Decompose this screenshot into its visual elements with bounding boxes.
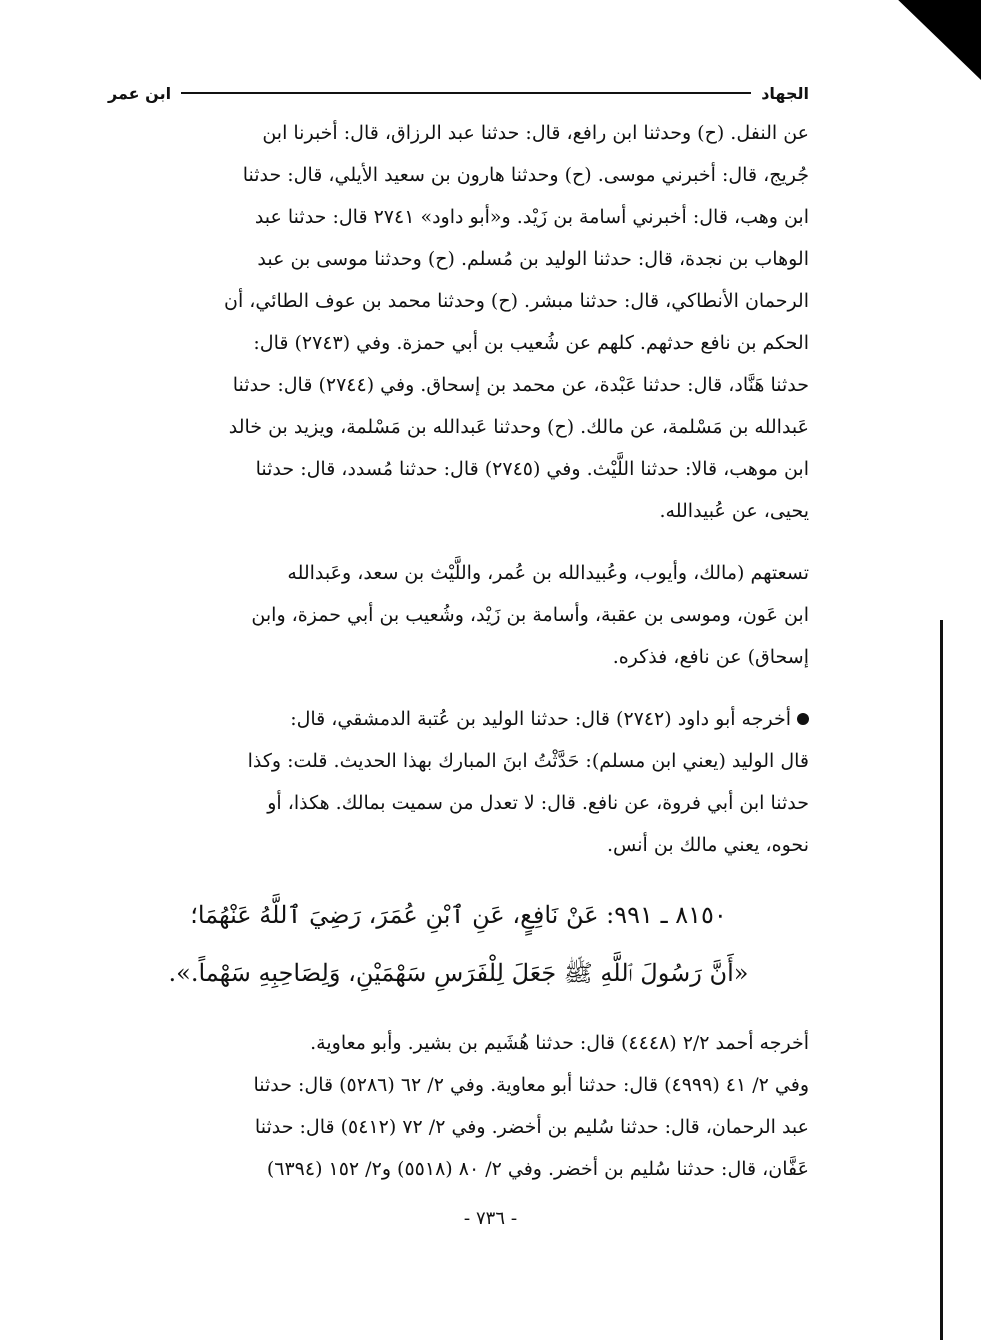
text-line: الحكم بن نافع حدثهم. كلهم عن شُعيب بن أبي حمزة. وفي (٢٧٤٣) قال: [253, 332, 809, 354]
hadith-text [108, 886, 809, 1002]
paragraph-narrators [108, 552, 809, 678]
text-line: عَفَّان، قال: حدثنا سُليم بن أخضر. وفي ٢/ ٨٠ (٥٥١٨) و٢/ ١٥٢ (٦٣٩٤) [266, 1158, 809, 1180]
hadith-line: «أَنَّ رَسُولَ ٱللَّهِ ﷺ جَعَلَ لِلْفَرَسِ سَهْمَيْنِ، وَلِصَاحِبِهِ سَهْماً.». [168, 959, 749, 987]
text-line: حدثنا ابن أبي فروة، عن نافع. قال: لا تعدل من سميت بمالك. هكذا، أو [267, 792, 809, 814]
text-line: عبد الرحمان، قال: حدثنا سُليم بن أخضر. وفي ٢/ ٧٢ (٥٤١٢) قال: حدثنا [254, 1116, 809, 1138]
bullet-icon [797, 713, 809, 725]
text-line: ابن وهب، قال: أخبرني أسامة بن زَيْد. و«أبو داود» ٢٧٤١ قال: حدثنا عبد [254, 206, 809, 228]
text-line: تسعتهم (مالك، وأيوب، وعُبيدالله بن عُمر، واللَّيْث بن سعد، وعَبدالله [287, 562, 809, 584]
paragraph-isnad [108, 112, 809, 532]
hadith-line: ٨١٥٠ ـ ٩٩١: عَنْ نَافِعٍ، عَنِ ٱبْنِ عُمَرَ، رَضِيَ ٱللَّهُ عَنْهُمَا؛ [190, 901, 727, 929]
header-chapter-title: الجهاد [761, 83, 809, 103]
text-line: أخرجه أحمد ٢/٢ (٤٤٤٨) قال: حدثنا هُشَيم بن بشير. وأبو معاوية. [310, 1032, 809, 1054]
running-header [108, 78, 809, 108]
text-line: الوهاب بن نجدة، قال: حدثنا الوليد بن مُسلم. (ح) وحدثنا موسى بن عبد [257, 248, 809, 270]
text-line: قال الوليد (يعني ابن مسلم): حَدَّثْتُ ابنَ المبارك بهذا الحديث. قلت: وكذا [247, 750, 809, 772]
body-text [108, 112, 809, 1190]
header-rule [181, 92, 751, 94]
paragraph-takhrij [108, 1022, 809, 1190]
header-section-title: ابن عمر [108, 83, 172, 103]
text-line: جُريج، قال: أخبرني موسى. (ح) وحدثنا هارون بن سعيد الأيلي، قال: حدثنا [242, 164, 809, 186]
text-line: ابن عَون، وموسى بن عقبة، وأسامة بن زَيْد، وشُعيب بن أبي حمزة، وابن [251, 604, 809, 626]
paragraph-note [108, 698, 809, 866]
page-edge-line [940, 620, 943, 1340]
text-line: إسحاق) عن نافع، فذكره. [612, 646, 809, 668]
text-line: الرحمان الأنطاكي، قال: حدثنا مبشر. (ح) وحدثنا محمد بن عوف الطائي، أن [224, 290, 809, 312]
corner-shadow [821, 0, 981, 80]
text-line: نحوه، يعني مالك بن أنس. [607, 834, 809, 856]
text-line: عَبدالله بن مَسْلمة، عن مالك. (ح) وحدثنا عَبدالله بن مَسْلمة، ويزيد بن خالد [228, 416, 809, 438]
text-line: عن النفل. (ح) وحدثنا ابن رافع، قال: حدثنا عبد الرزاق، قال: أخبرنا ابن [262, 122, 809, 144]
text-line: ابن موهب، قالا: حدثنا اللَّيْث. وفي (٢٧٤٥) قال: حدثنا مُسدد، قال: حدثنا [255, 458, 809, 480]
text-line: حدثنا هَنَّاد، قال: حدثنا عَبْدة، عن محمد بن إسحاق. وفي (٢٧٤٤) قال: حدثنا [232, 374, 809, 396]
text-line: أخرجه أبو داود (٢٧٤٢) قال: حدثنا الوليد بن عُتبة الدمشقي، قال: [108, 698, 809, 740]
page-number: - ٧٣٦ - [463, 1208, 518, 1229]
text-line: وفي ٢/ ٤١ (٤٩٩٩) قال: حدثنا أبو معاوية. وفي ٢/ ٦٢ (٥٢٨٦) قال: حدثنا [253, 1074, 809, 1096]
text-line: يحيى، عن عُبيدالله. [659, 500, 809, 522]
